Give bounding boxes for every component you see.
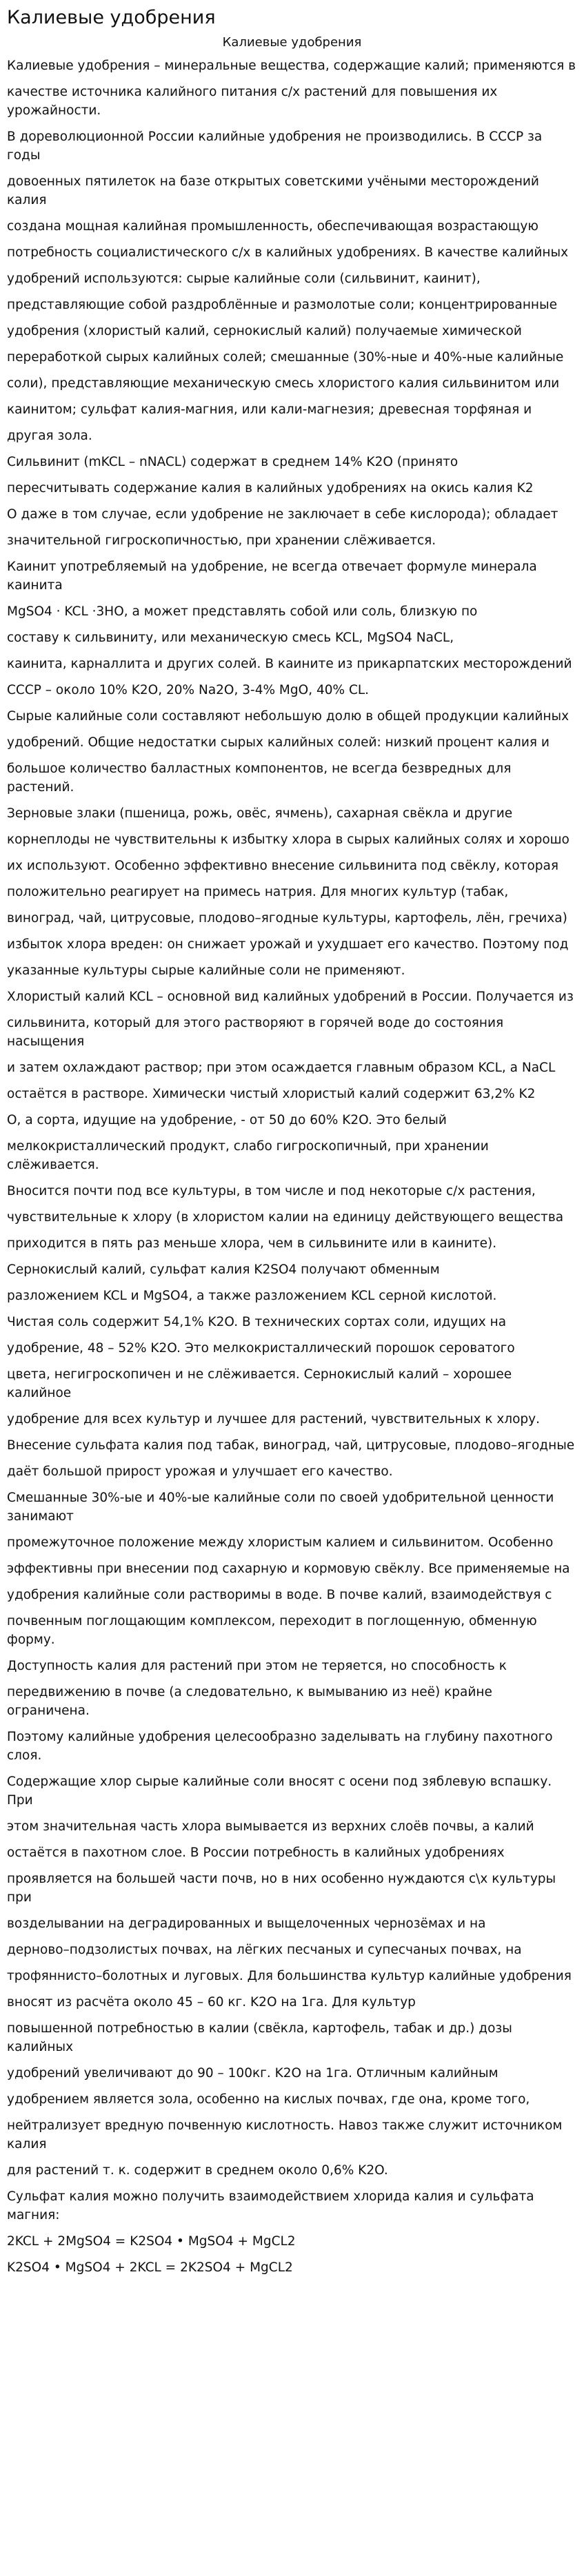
text-paragraph: довоенных пятилеток на базе открытых советскими учёными месторождений калия — [7, 174, 539, 207]
text-paragraph: корнеплоды не чувствительны к избытку хлора в сырых калийных солях и хорошо — [7, 832, 570, 847]
text-paragraph: Чистая соль содержит 54,1% K2O. В технических сортах соли, идущих на — [7, 1315, 507, 1329]
text-paragraph: другая зола. — [7, 429, 92, 443]
text-paragraph: приходится в пять раз меньше хлора, чем в сильвините или в каините). — [7, 1236, 497, 1251]
text-paragraph: значительной гигроскопичностью, при хранении слёживается. — [7, 533, 436, 548]
text-paragraph: передвижению в почве (а следовательно, к вымыванию из неё) крайне ограничена. — [7, 1685, 492, 1718]
text-paragraph: K2SO4 • MgSO4 + 2KCL = 2K2SO4 + MgCL2 — [7, 2260, 293, 2275]
text-paragraph: MgSO4 · KCL ·3HO, а может представлять собой или соль, близкую по — [7, 604, 478, 619]
text-paragraph: пересчитывать содержание калия в калийных удобрениях на окись калия K2 — [7, 481, 534, 495]
text-paragraph: их используют. Особенно эффективно внесение сильвинита под свёклу, которая — [7, 859, 558, 873]
text-paragraph: виноград, чай, цитрусовые, плодово–ягодные культуры, картофель, лён, гречиха) — [7, 911, 567, 926]
text-paragraph: В дореволюционной России калийные удобрения не производились. В СССР за годы — [7, 130, 543, 163]
text-paragraph: Сырые калийные соли составляют небольшую долю в общей продукции калийных — [7, 709, 570, 724]
text-paragraph: возделывании на деградированных и выщелоченных чернозёмах и на — [7, 1916, 486, 1931]
text-paragraph: Смешанные 30%-ые и 40%-ые калийные соли по своей удобрительной ценности занимают — [7, 1491, 554, 1524]
text-paragraph: почвенным поглощающим комплексом, переходит в поглощенную, обменную форму. — [7, 1614, 537, 1647]
text-paragraph: и затем охлаждают раствор; при этом осаждается главным образом KCL, а NaCL — [7, 1061, 556, 1075]
text-paragraph: создана мощная калийная промышленность, обеспечивающая возрастающую — [7, 219, 538, 234]
text-paragraph: O даже в том случае, если удобрение не заключает в себе кислорода); обладает — [7, 507, 558, 522]
text-paragraph: Калиевые удобрения – минеральные вещества, содержащие калий; применяются в — [7, 59, 576, 73]
text-paragraph: удобрение для всех культур и лучшее для растений, чувствительных к хлору. — [7, 1412, 540, 1427]
text-paragraph: этом значительная часть хлора вымывается из верхних слоёв почвы, а калий — [7, 1819, 534, 1834]
document-body — [7, 57, 577, 2277]
text-paragraph: Зерновые злаки (пшеница, рожь, овёс, ячмень), сахарная свёкла и другие — [7, 806, 513, 821]
text-paragraph: Сернокислый калий, сульфат калия K2SO4 получают обменным — [7, 1263, 440, 1277]
text-paragraph: положительно реагирует на примесь натрия. Для многих культур (табак, — [7, 885, 509, 899]
text-paragraph: каинитом; сульфат калия-магния, или кали-магнезия; древесная торфяная и — [7, 402, 532, 417]
text-paragraph: эффективны при внесении под сахарную и кормовую свёклу. Все применяемые на — [7, 1562, 570, 1576]
text-paragraph: трофяннисто–болотных и луговых. Для большинства культур калийные удобрения — [7, 1969, 572, 1983]
text-paragraph: удобрений используются: сырые калийные соли (сильвинит, каинит), — [7, 272, 481, 286]
text-paragraph: Содержащие хлор сырые калийные соли вносят с осени под зяблевую вспашку. При — [7, 1775, 552, 1808]
text-paragraph: представляющие собой раздроблённые и размолотые соли; концентрированные — [7, 298, 558, 312]
text-paragraph: СССР – около 10% K2O, 20% Na2O, 3-4% MgO, 40% CL. — [7, 683, 370, 697]
text-paragraph: удобрения (хлористый калий, сернокислый калий) получаемые химической — [7, 324, 522, 338]
text-paragraph: соли), представляющие механическую смесь хлористого калия сильвинитом или — [7, 376, 560, 391]
text-paragraph: 2KCL + 2MgSO4 = K2SO4 • MgSO4 + MgCL2 — [7, 2234, 296, 2249]
text-paragraph: для растений т. к. содержит в среднем около 0,6% K2O. — [7, 2163, 388, 2178]
text-paragraph: Внесение сульфата калия под табак, виноград, чай, цитрусовые, плодово–ягодные — [7, 1438, 575, 1453]
text-paragraph: цвета, негигроскопичен и не слёживается. Сернокислый калий – хорошее калийное — [7, 1367, 512, 1400]
text-paragraph: Каинит употребляемый на удобрение, не всегда отвечает формуле минерала каинита — [7, 560, 537, 593]
text-paragraph: остаётся в пахотном слое. В России потребность в калийных удобрениях — [7, 1846, 505, 1860]
text-paragraph: потребность социалистического с/х в калийных удобрениях. В качестве калийных — [7, 245, 569, 260]
text-paragraph: удобрением является зола, особенно на кислых почвах, где она, кроме того, — [7, 2092, 530, 2107]
text-paragraph: удобрения калийные соли растворимы в воде. В почве калий, взаимодействуя с — [7, 1588, 552, 1602]
text-paragraph: Сульфат калия можно получить взаимодействием хлорида калия и сульфата магния: — [7, 2189, 534, 2222]
text-paragraph: промежуточное положение между хлористым калием и сильвинитом. Особенно — [7, 1535, 554, 1550]
text-paragraph: удобрений. Общие недостатки сырых калийных солей: низкий процент калия и — [7, 735, 550, 750]
text-paragraph: Поэтому калийные удобрения целесообразно заделывать на глубину пахотного слоя. — [7, 1730, 553, 1763]
text-paragraph: указанные культуры сырые калийные соли не применяют. — [7, 963, 405, 978]
text-paragraph: Сильвинит (mKCL – nNACL) содержат в среднем 14% K2O (принято — [7, 455, 459, 469]
text-paragraph: составу к сильвиниту, или механическую смесь KCL, MgSO4 NaCL, — [7, 631, 454, 645]
text-paragraph: каинита, карналлита и других солей. В каините из прикарпатских месторождений — [7, 657, 572, 671]
text-paragraph: нейтрализует вредную почвенную кислотность. Навоз также служит источником калия — [7, 2118, 563, 2151]
text-paragraph: даёт большой прирост урожая и улучшает его качество. — [7, 1464, 393, 1479]
text-paragraph: большое количество балластных компонентов, не всегда безвредных для растений. — [7, 761, 512, 795]
text-paragraph: удобрений увеличивают до 90 – 100кг. K2O на 1га. Отличным калийным — [7, 2066, 499, 2081]
text-paragraph: дерново–подзолистых почвах, на лёгких песчаных и супесчаных почвах, на — [7, 1943, 522, 1957]
text-paragraph: Вносится почти под все культуры, в том числе и под некоторые с/х растения, — [7, 1184, 536, 1198]
text-paragraph: переработкой сырых калийных солей; смешанные (30%-ные и 40%-ные калийные — [7, 350, 564, 365]
text-paragraph: повышенной потребностью в калии (свёкла, картофель, табак и др.) дозы калийных — [7, 2021, 512, 2054]
text-paragraph: мелкокристаллический продукт, слабо гигроскопичный, при хранении слёживается. — [7, 1139, 489, 1172]
text-paragraph: удобрение, 48 – 52% K2O. Это мелкокристаллический порошок сероватого — [7, 1341, 515, 1356]
section-heading: Калиевые удобрения — [222, 35, 362, 50]
text-paragraph: качестве источника калийного питания с/х растений для повышения их урожайности. — [7, 85, 498, 118]
text-paragraph: разложением KCL и MgSO4, а также разложением KCL серной кислотой. — [7, 1289, 497, 1303]
page-title: Калиевые удобрения — [7, 7, 216, 28]
text-paragraph: Доступность калия для растений при этом не теряется, но способность к — [7, 1659, 507, 1673]
text-paragraph: вносят из расчёта около 45 – 60 кг. K2O на 1га. Для культур — [7, 1995, 416, 2010]
text-paragraph: сильвинита, который для этого растворяют в горячей воде до состояния насыщения — [7, 1016, 504, 1049]
text-paragraph: чувствительные к хлору (в хлористом калии на единицу действующего вещества — [7, 1210, 564, 1225]
text-paragraph: O, а сорта, идущие на удобрение, - от 50 до 60% K2O. Это белый — [7, 1113, 447, 1127]
text-paragraph: остаётся в растворе. Химически чистый хлористый калий содержит 63,2% K2 — [7, 1087, 536, 1101]
text-paragraph: избыток хлора вреден: он снижает урожай и ухудшает его качество. Поэтому под — [7, 937, 569, 952]
text-paragraph: Хлористый калий KCL – основной вид калийных удобрений в России. Получается из — [7, 990, 574, 1004]
text-paragraph: проявляется на большей части почв, но в них особенно нуждаются с\х культуры при — [7, 1872, 556, 1905]
